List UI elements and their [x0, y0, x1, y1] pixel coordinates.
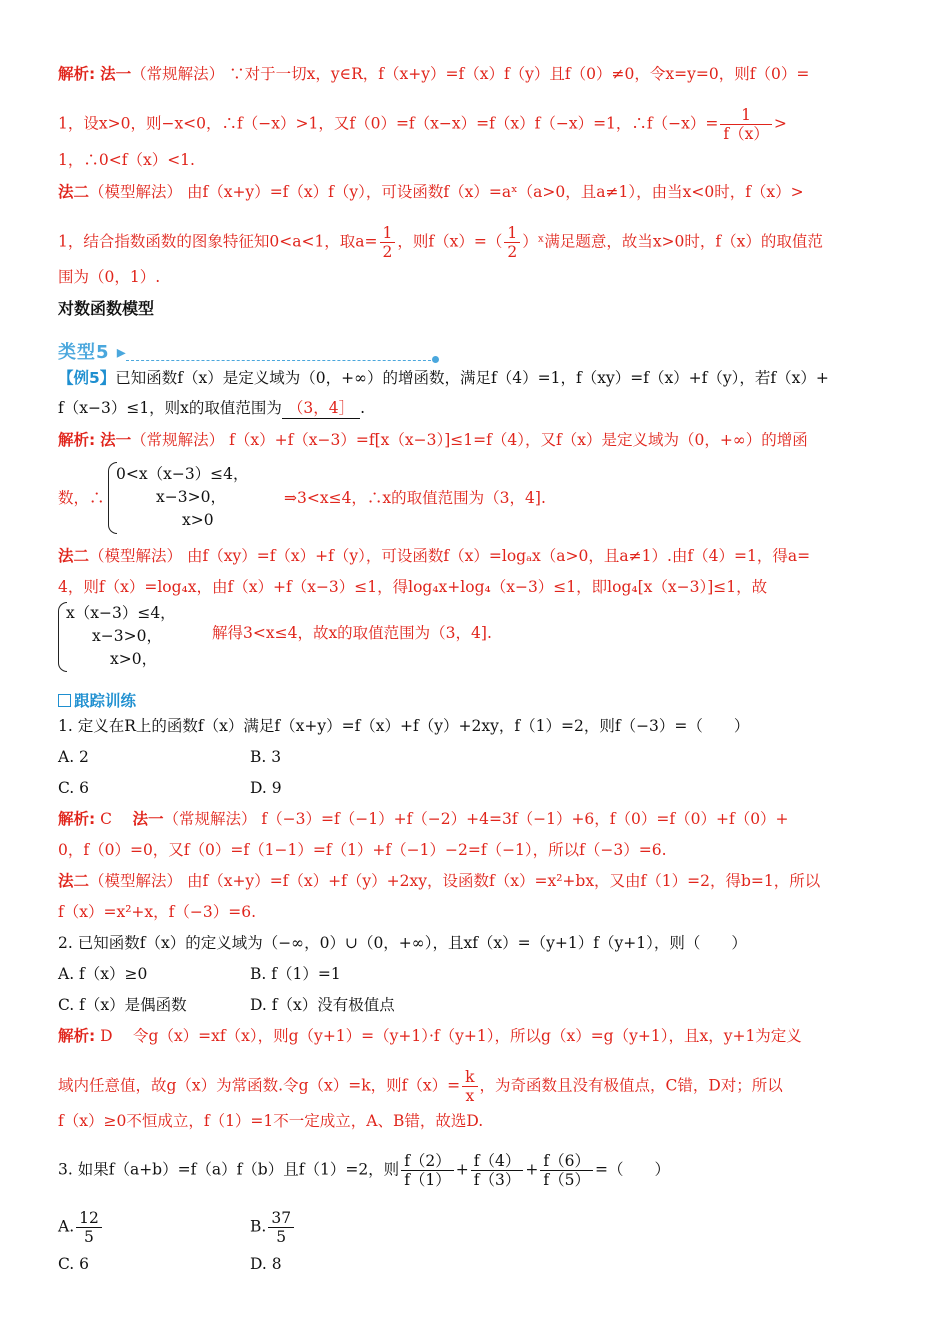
q2-option-a[interactable]: A. f（x）≥0	[58, 965, 148, 983]
q3-frac-2: $\frac{f(4)}{f(3)}$	[471, 1152, 524, 1189]
q3-option-a[interactable]	[58, 1209, 238, 1246]
q2-answer: D	[100, 1027, 113, 1045]
section-title: 对数函数模型	[58, 299, 155, 318]
method2-label-3: 法二	[58, 872, 90, 890]
sys1-row3: x>0	[182, 511, 214, 529]
p1-line5	[58, 224, 892, 261]
ex5-l2a: f（x−3）≤1，则x的取值范围为	[58, 399, 282, 417]
q2-s2a: 域内任意值，故g（x）为常函数.令g（x）=k，则f（x）=	[58, 1076, 461, 1095]
p1-line1	[58, 64, 892, 84]
model-label-3: （模型解法）	[89, 872, 183, 890]
q3-plus-2: +	[525, 1160, 539, 1179]
ex5-m2-line2: 4，则f（x）=log₄x，由f（x）+f（x−3）≤1，得log₄x+log₄（x−3）≤1，即log₄[x（x−3）]≤1，故	[58, 578, 768, 596]
q2-s2b: ，为奇函数且没有极值点，C错，D对；所以	[479, 1076, 783, 1095]
q3-stem	[58, 1152, 892, 1189]
type-divider-dot	[432, 356, 439, 363]
ex5-l2b: .	[360, 399, 366, 417]
practice-heading	[58, 691, 892, 711]
p1-l4: 由f（x+y）=f（x）f（y），可设函数f（x）=aˣ（a>0，且a≠1），由当x<0时，f（x）>	[186, 183, 804, 201]
q3-a-frac: $\frac{12}{5}$	[76, 1209, 102, 1246]
ex5-line2	[58, 398, 892, 419]
regular-label-2: （常规解法）	[131, 431, 225, 449]
p1-line3: 1，∴0<f（x）<1.	[58, 151, 195, 169]
model-label-2: （模型解法）	[89, 547, 183, 565]
ex5-l1: 已知函数f（x）是定义域为（0，+∞）的增函数，满足f（4）=1，f（xy）=f（x）+f（y），若f（x）+	[115, 369, 829, 387]
regular-label: （常规解法）	[131, 65, 225, 83]
ex5-sol-conclusion: ⇒3<x≤4，∴x的取值范围为（3，4].	[284, 489, 546, 507]
checkbox-icon	[58, 694, 71, 707]
ex5-sol-line1	[58, 430, 892, 450]
sys2-row3: x>0，	[110, 650, 158, 668]
q3-a-label: A.	[58, 1217, 75, 1236]
q2-option-d[interactable]: D. f（x）没有极值点	[250, 996, 395, 1014]
sys1-row1: 0<x（x−3）≤4，	[116, 465, 249, 483]
method2-label: 法二	[58, 183, 90, 201]
q1-sol-line3	[58, 871, 892, 891]
p1-line6: 围为（0，1）.	[58, 268, 161, 286]
p1-l5a: 1，结合指数函数的图象特征知0<a<1，取a=	[58, 232, 378, 251]
q1-stem: 1. 定义在R上的函数f（x）满足f（x+y）=f（x）+f（y）+2xy，f（1）=2，则f（−3）=（ ）	[58, 717, 750, 735]
p1-l2a: 1，设x>0，则−x<0，∴f（−x）>1，又f（0）=f（x−x）=f（x）f（−x）=1，∴f（−x）=	[58, 114, 719, 133]
q2-sol-line2	[58, 1068, 892, 1105]
p1-l5c: ）ˣ满足题意，故当x>0时，f（x）的取值范	[522, 232, 823, 251]
method2-label-2: 法二	[58, 547, 90, 565]
q3-b-label: B.	[250, 1217, 267, 1236]
q3-option-b[interactable]	[250, 1209, 892, 1246]
q3-option-d[interactable]: D. 8	[250, 1255, 282, 1273]
p1-line2	[58, 106, 892, 143]
method1-label-3: 法一	[132, 810, 164, 828]
ex5-m2-line1	[58, 546, 892, 566]
q1-option-b[interactable]: B. 3	[250, 748, 282, 766]
type-divider	[126, 360, 436, 361]
method1-label: 法一	[100, 65, 132, 83]
analysis-label-3: 解析:	[58, 810, 96, 828]
q1-s1: f（−3）=f（−1）+f（−2）+4=3f（−1）+6，f（0）=f（0）+f（0）+	[261, 810, 789, 828]
q3-stem-b: =（ ）	[595, 1160, 671, 1179]
ex5-label: 【例5】	[58, 369, 116, 387]
ex5-s1: f（x）+f（x−3）=f[x（x−3）]≤1=f（4），又f（x）是定义域为（0，+∞）的增函	[229, 431, 808, 449]
q2-stem: 2. 已知函数f（x）的定义域为（−∞，0）∪（0，+∞），且xf（x）=（y+1）f（y+1），则（ ）	[58, 934, 747, 952]
fraction-half: $\frac{1}{2}$	[380, 224, 396, 261]
q3-option-c[interactable]: C. 6	[58, 1255, 90, 1273]
q1-option-a[interactable]: A. 2	[58, 748, 89, 766]
analysis-label-4: 解析:	[58, 1027, 96, 1045]
fraction-k-over-x: $\frac{k}{x}$	[462, 1068, 477, 1105]
q2-option-b[interactable]: B. f（1）=1	[250, 965, 341, 983]
q1-sol-line2: 0，f（0）=0，又f（0）=f（1−1）=f（1）+f（−1）−2=f（−1），所以f（−3）=6.	[58, 841, 667, 859]
model-label: （模型解法）	[89, 183, 183, 201]
ex5-m2-line3: 解得3<x≤4，故x的取值范围为（3，4].	[212, 624, 492, 642]
fraction-1-over-fx: $\frac{1}{f(x)}$	[720, 106, 771, 143]
sys1-row2: x−3>0，	[156, 488, 226, 506]
p1-l1-text: ∵对于一切x，y∈R，f（x+y）=f（x）f（y）且f（0）≠0，令x=y=0，则f（0）=	[229, 65, 810, 83]
ex5-line1	[58, 368, 892, 388]
q2-sol-line1	[58, 1026, 892, 1046]
ex5-answer: （3，4］	[282, 398, 360, 419]
analysis-label: 解析:	[58, 65, 96, 83]
q3-frac-1: $\frac{f(2)}{f(1)}$	[401, 1152, 454, 1189]
analysis-label-2: 解析:	[58, 431, 96, 449]
q3-plus-1: +	[455, 1160, 469, 1179]
q1-sol-line1	[58, 809, 892, 829]
q3-stem-a: 3. 如果f（a+b）=f（a）f（b）且f（1）=2，则	[58, 1160, 400, 1179]
p1-l2b: >	[773, 114, 787, 133]
q2-sol-line3: f（x）≥0不恒成立，f（1）=1不一定成立，A、B错，故选D.	[58, 1112, 484, 1130]
sys2-row2: x−3>0，	[92, 627, 162, 645]
q2-s1: 令g（x）=xf（x），则g（y+1）=（y+1）·f（y+1），所以g（x）=g（y+1），且x，y+1为定义	[133, 1027, 802, 1045]
practice-title: 跟踪训练	[74, 692, 137, 710]
regular-label-3: （常规解法）	[163, 810, 257, 828]
q3-b-frac: $\frac{37}{5}$	[268, 1209, 294, 1246]
sys2-row1: x（x−3）≤4，	[66, 604, 176, 622]
q1-option-c[interactable]: C. 6	[58, 779, 90, 797]
q3-frac-3: $\frac{f(6)}{f(5)}$	[540, 1152, 593, 1189]
p1-line4	[58, 182, 892, 202]
p1-l5b: ，则f（x）=（	[397, 232, 503, 251]
q2-option-c[interactable]: C. f（x）是偶函数	[58, 996, 187, 1014]
method1-label-2: 法一	[100, 431, 132, 449]
q1-option-d[interactable]: D. 9	[250, 779, 282, 797]
q1-sol-line4: f（x）=x²+x，f（−3）=6.	[58, 903, 257, 921]
q1-s3: 由f（x+y）=f（x）+f（y）+2xy，设函数f（x）=x²+bx，又由f（1）=2，得b=1，所以	[186, 872, 821, 890]
type-badge: 类型5 ▸	[58, 342, 127, 363]
fraction-half-2: $\frac{1}{2}$	[504, 224, 520, 261]
ex5-sol-prefix: 数，∴	[58, 489, 105, 507]
q1-answer: C	[100, 810, 113, 828]
ex5-m2l1: 由f（xy）=f（x）+f（y），可设函数f（x）=logₐx（a>0，且a≠1）.由f（4）=1，得a=	[186, 547, 811, 565]
